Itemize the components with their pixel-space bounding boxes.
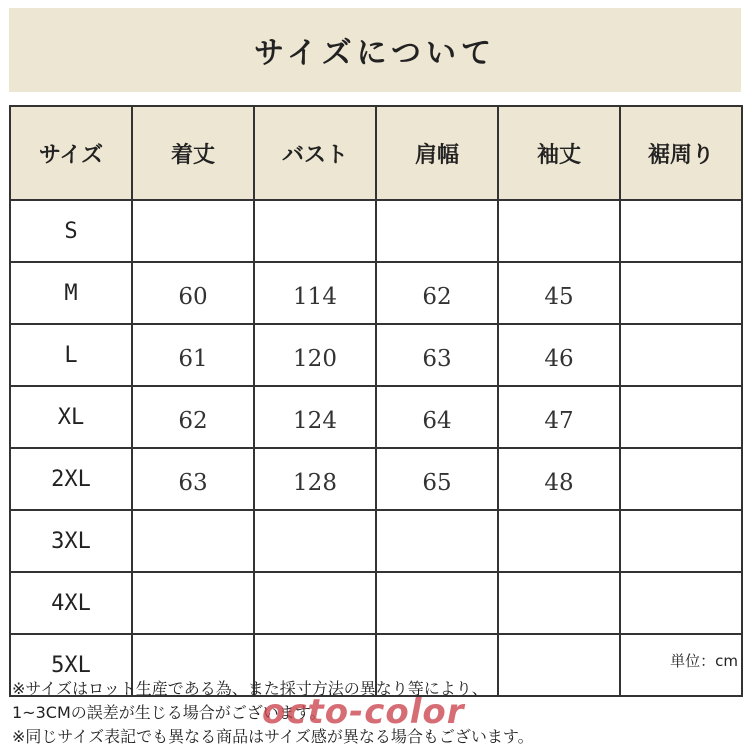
- size-label: M: [10, 262, 132, 324]
- title-bar: [9, 8, 741, 92]
- header-sleeve: 袖丈: [498, 106, 620, 200]
- size-label: 5XL: [10, 634, 132, 696]
- table-row: [10, 200, 742, 262]
- cell-length: 60: [132, 262, 254, 324]
- cell-hem: [620, 448, 742, 510]
- size-table: [9, 105, 743, 697]
- cell-hem: [620, 572, 742, 634]
- cell-hem: [620, 200, 742, 262]
- table-row: [10, 572, 742, 634]
- cell-hem: [620, 386, 742, 448]
- cell-sleeve: 45: [498, 262, 620, 324]
- cell-bust: 124: [254, 386, 376, 448]
- cell-length: [132, 572, 254, 634]
- header-length: 着丈: [132, 106, 254, 200]
- table-row: [10, 448, 742, 510]
- cell-shoulder: [376, 200, 498, 262]
- page-title: サイズについて: [254, 36, 496, 71]
- cell-sleeve: 46: [498, 324, 620, 386]
- size-label: 2XL: [10, 448, 132, 510]
- cell-sleeve: 48: [498, 448, 620, 510]
- cell-shoulder: [376, 510, 498, 572]
- unit-label: 単位：cm: [670, 652, 738, 670]
- note-line-3: ※同じサイズ表記でも異なる商品はサイズ感が異なる場合もございます。: [12, 727, 534, 746]
- cell-sleeve: 47: [498, 386, 620, 448]
- cell-shoulder: 64: [376, 386, 498, 448]
- cell-bust: 120: [254, 324, 376, 386]
- cell-length: [132, 200, 254, 262]
- note-line-1: ※サイズはロット生産である為、また採寸方法の異なり等により、: [12, 679, 488, 698]
- cell-sleeve: [498, 572, 620, 634]
- cell-length: 62: [132, 386, 254, 448]
- size-label: L: [10, 324, 132, 386]
- cell-bust: 128: [254, 448, 376, 510]
- cell-hem: [620, 510, 742, 572]
- cell-length: 61: [132, 324, 254, 386]
- cell-sleeve: [498, 200, 620, 262]
- size-label: 4XL: [10, 572, 132, 634]
- cell-bust: [254, 572, 376, 634]
- cell-length: 63: [132, 448, 254, 510]
- header-hem: 裾周り: [620, 106, 742, 200]
- table-row: [10, 386, 742, 448]
- cell-shoulder: 63: [376, 324, 498, 386]
- cell-shoulder: [376, 572, 498, 634]
- cell-shoulder: 62: [376, 262, 498, 324]
- table-row: [10, 262, 742, 324]
- header-row: [10, 106, 742, 200]
- cell-bust: 114: [254, 262, 376, 324]
- size-label: S: [10, 200, 132, 262]
- size-label: 3XL: [10, 510, 132, 572]
- cell-hem: [620, 262, 742, 324]
- size-label: XL: [10, 386, 132, 448]
- cell-bust: [254, 200, 376, 262]
- header-size: サイズ: [10, 106, 132, 200]
- header-shoulder: 肩幅: [376, 106, 498, 200]
- cell-hem: [620, 324, 742, 386]
- header-bust: バスト: [254, 106, 376, 200]
- watermark-logo: octo-color: [262, 692, 465, 732]
- note-line-2: 1~3CMの誤差が生じる場合がございます。: [12, 703, 326, 722]
- cell-length: [132, 510, 254, 572]
- cell-shoulder: 65: [376, 448, 498, 510]
- table-row: [10, 324, 742, 386]
- table-row: [10, 510, 742, 572]
- cell-sleeve: [498, 510, 620, 572]
- cell-bust: [254, 510, 376, 572]
